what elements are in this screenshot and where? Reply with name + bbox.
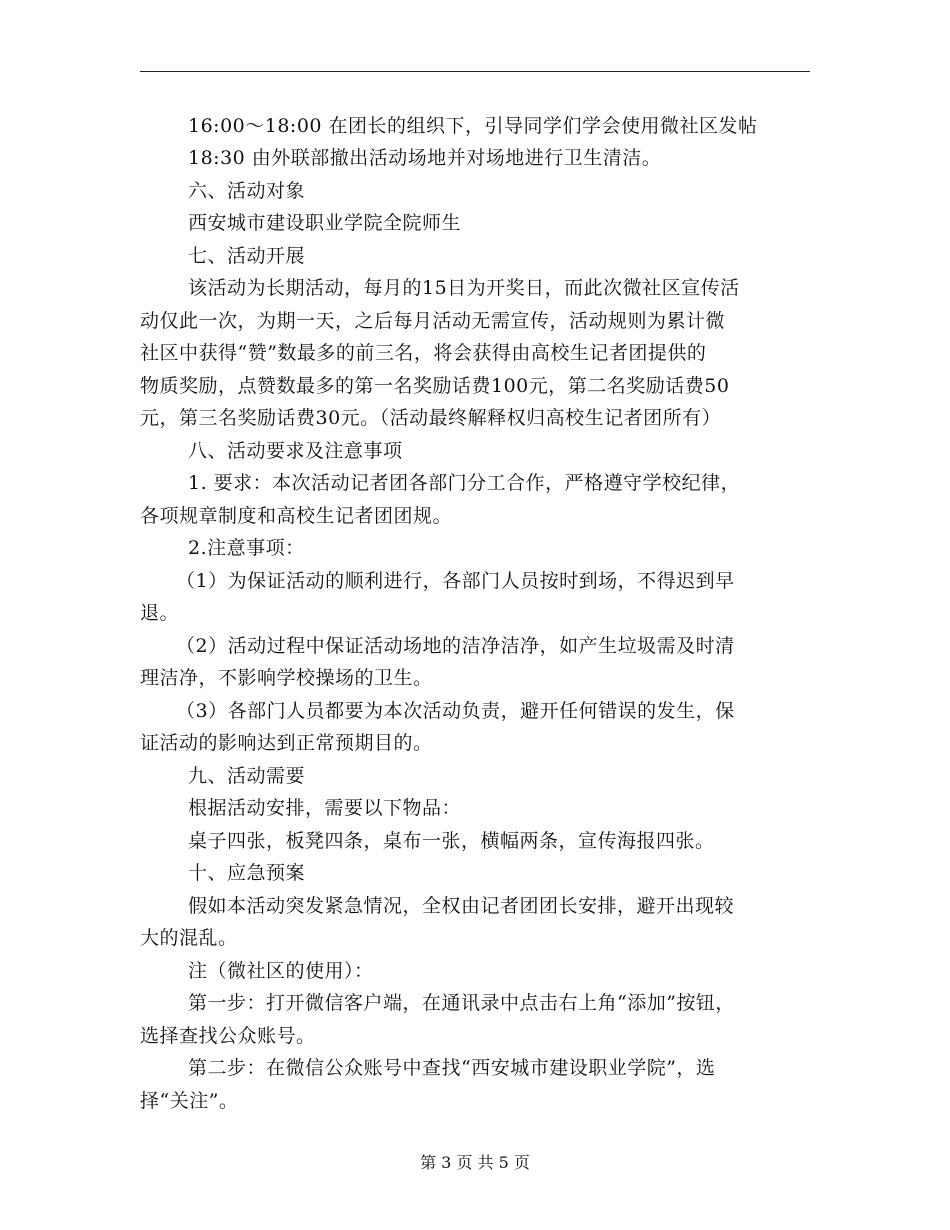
section-heading: 八、活动要求及注意事项: [188, 440, 403, 462]
header-rule: [140, 71, 810, 72]
section-heading: 七、活动开展: [188, 245, 306, 267]
page-number-footer: 第 3 页 共 5 页: [420, 1153, 530, 1172]
paragraph-line: 元，第三名奖励话费30元。（活动最终解释权归高校生记者团所有）: [140, 407, 722, 429]
paragraph-line: 大的混乱。: [140, 927, 238, 949]
paragraph-line: 注（微社区的使用）：: [188, 960, 374, 982]
paragraph-line: （3）各部门人员都要为本次活动负责，避开任何错误的发生，保: [176, 700, 735, 722]
paragraph-line: 选择查找公众账号。: [140, 1025, 316, 1047]
section-heading: 九、活动需要: [188, 765, 306, 787]
paragraph-line: 根据活动安排，需要以下物品：: [188, 797, 462, 819]
paragraph-line: 第一步：打开微信客户端，在通讯录中点击右上角“添加”按钮，: [188, 992, 735, 1014]
paragraph-line: 各项规章制度和高校生记者团团规。: [140, 505, 453, 527]
paragraph-line: 择“关注”。: [140, 1090, 239, 1112]
section-heading: 十、应急预案: [188, 862, 306, 884]
paragraph-line: 18:30 由外联部撤出活动场地并对场地进行卫生清洁。: [188, 147, 662, 169]
paragraph-line: 理洁净，不影响学校操场的卫生。: [140, 667, 433, 689]
paragraph-line: 1. 要求：本次活动记者团各部门分工合作，严格遵守学校纪律，: [188, 472, 741, 494]
paragraph-line: （2）活动过程中保证活动场地的洁净洁净，如产生垃圾需及时清: [176, 635, 735, 657]
paragraph-line: 第二步：在微信公众账号中查找“西安城市建设职业学院”，选: [188, 1057, 716, 1079]
section-heading: 六、活动对象: [188, 180, 306, 202]
paragraph-line: 西安城市建设职业学院全院师生: [188, 212, 462, 234]
paragraph-line: 物质奖励，点赞数最多的第一名奖励话费100元，第二名奖励话费50: [140, 375, 730, 397]
paragraph-line: 社区中获得“赞”数最多的前三名，将会获得由高校生记者团提供的: [140, 342, 707, 364]
paragraph-line: 16:00～18:00 在团长的组织下，引导同学们学会使用微社区发帖: [188, 115, 758, 137]
paragraph-line: 退。: [140, 602, 180, 624]
paragraph-line: 假如本活动突发紧急情况，全权由记者团团长安排，避开出现较: [188, 895, 735, 917]
paragraph-line: （1）为保证活动的顺利进行，各部门人员按时到场，不得迟到早: [176, 570, 735, 592]
paragraph-line: 该活动为长期活动，每月的15日为开奖日，而此次微社区宣传活: [188, 277, 740, 299]
paragraph-line: 动仅此一次，为期一天，之后每月活动无需宣传，活动规则为累计微: [140, 310, 726, 332]
paragraph-line: 桌子四张，板凳四条，桌布一张，横幅两条，宣传海报四张。: [188, 830, 715, 852]
paragraph-line: 2.注意事项：: [188, 537, 305, 559]
paragraph-line: 证活动的影响达到正常预期目的。: [140, 732, 433, 754]
